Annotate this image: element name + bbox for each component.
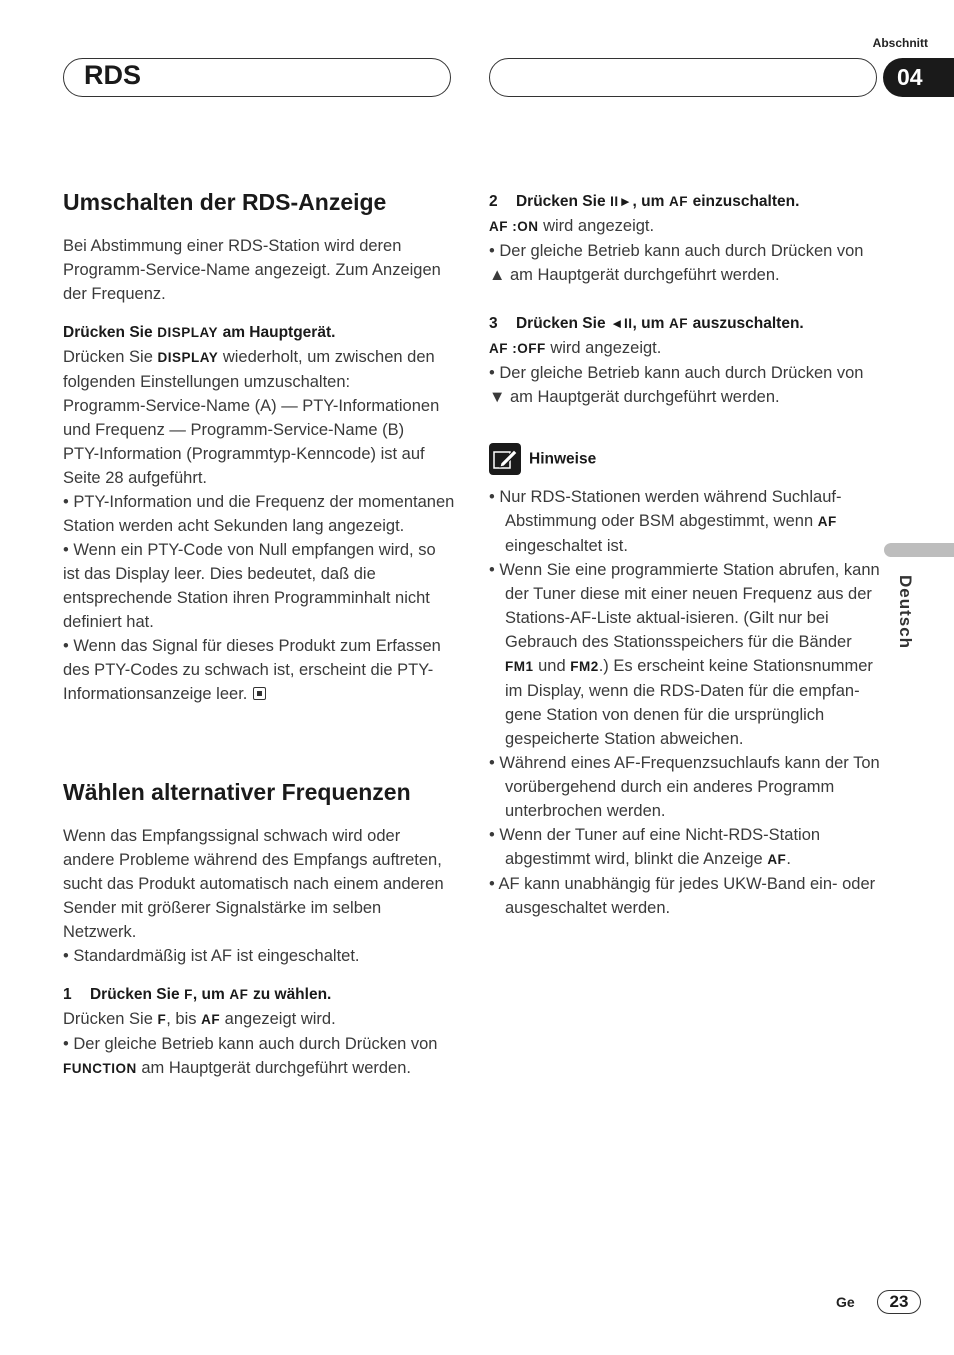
notes-header [489,443,881,475]
chapter-frame [489,58,877,97]
bullet-pty-zero: • Wenn ein PTY-Code von Null empfangen wird, so ist das Display leer. Dies bedeutet, daß die entsprechende Station ihren Programminhalt nicht definiert hat. [63,541,436,631]
instruction-display: Drücken Sie DISPLAY am Hauptgerät. [63,324,336,341]
intro-paragraph: Bei Abstimmung einer RDS-Station wird deren Programm-Service-Name angezeigt. Zum Anzeigen der Frequenz. [63,237,441,303]
display-key: DISPLAY [157,325,218,340]
bullet-pty-weak: • Wenn das Signal für dieses Produkt zum Erfassen des PTY-Codes zu schwach ist, erscheint die PTY-Informationsanzeige leer. [63,637,441,703]
display-key: DISPLAY [157,350,219,365]
display-explanation: Drücken Sie DISPLAY wiederholt, um zwischen den folgenden Einstellungen umzuschalten: [63,348,435,391]
note-3: • Während eines AF-Frequenzsuchlaufs kann der Ton vorübergehend durch ein anderes Programm unterbrochen werden. [489,754,880,820]
rewind-pause-symbol: ◄II [610,316,633,331]
note-2: • Wenn Sie eine programmierte Station abrufen, kann der Tuner diese mit einer neuen Frequenz aus der Stations-AF-Liste aktual-isieren. (Gilt nur bei Gebrauch des Stationsspeichers für die Bänder FM1 und FM2.) Es erscheint keine Stationsnummer im Display, wenn die RDS-Daten für die empfan-gene Station von denen für die ursprünglich gespeicherte Station abweichen. [489,561,880,748]
down-arrow-icon: ▼ [489,388,506,406]
step-2: 2 Drücken Sie II►, um AF einzuschalten. [489,193,800,210]
language-tab-bar [884,543,954,557]
section-title: RDS [84,60,142,90]
bullet-pty-duration: • PTY-Information und die Frequenz der momentanen Station werden acht Sekunden lang angezeigt. [63,493,455,535]
left-column [63,188,455,1081]
chapter-number: 04 [883,58,954,97]
step-2-bullet: • Der gleiche Betrieb kann auch durch Drücken von ▲ am Hauptgerät durchgeführt werden. [489,242,864,284]
step-1-detail: Drücken Sie F, bis AF angezeigt wird. [63,1010,336,1028]
note-pencil-icon [489,443,521,475]
heading-alt-frequencies: Wählen alternativer Frequenzen [63,779,411,805]
page-number: 23 [877,1290,921,1314]
right-column [489,189,881,920]
bullet-af-default: • Standardmäßig ist AF ist eingeschaltet. [63,947,360,965]
note-1: • Nur RDS-Stationen werden während Suchlauf-Abstimmung oder BSM abgestimmt, wenn AF eingeschaltet ist. [489,488,842,555]
note-4: • Wenn der Tuner auf eine Nicht-RDS-Station abgestimmt wird, blinkt die Anzeige AF. [489,826,821,868]
notes-list [489,485,881,920]
heading-rds-display: Umschalten der RDS-Anzeige [63,189,387,215]
function-key: FUNCTION [63,1061,137,1076]
end-marker-icon [253,687,266,700]
bullet-function-key: • Der gleiche Betrieb kann auch durch Drücken von FUNCTION am Hauptgerät durchgeführt werden. [63,1035,438,1077]
notes-title: Hinweise [529,450,597,468]
step-3: 3 Drücken Sie ◄II, um AF auszuschalten. [489,315,804,332]
up-arrow-icon: ▲ [489,266,506,284]
step-2-display: AF :ON wird angezeigt. [489,217,655,235]
language-code: Ge [836,1294,855,1310]
play-pause-symbol: II► [610,194,633,209]
step-3-bullet: • Der gleiche Betrieb kann auch durch Drücken von ▼ am Hauptgerät durchgeführt werden. [489,364,864,406]
note-5: • AF kann unabhängig für jedes UKW-Band ein- oder ausgeschaltet werden. [489,875,876,917]
abschnitt-label: Abschnitt [872,36,928,50]
display-cycle-text: Programm-Service-Name (A) — PTY-Informationen und Frequenz — Programm-Service-Name (B) [63,397,440,439]
af-intro: Wenn das Empfangssignal schwach wird oder andere Probleme während des Empfangs auftreten, sucht das Produkt automatisch nach einem anderen Sender mit größerer Signalstärke im selben Netzwerk. [63,827,444,941]
step-3-display: AF :OFF wird angezeigt. [489,339,662,357]
language-tab-label: Deutsch [896,575,915,650]
pty-info-text: PTY-Information (Programmtyp-Kenncode) ist auf Seite 28 aufgeführt. [63,445,425,487]
step-1: 1 Drücken Sie F, um AF zu wählen. [63,986,332,1003]
